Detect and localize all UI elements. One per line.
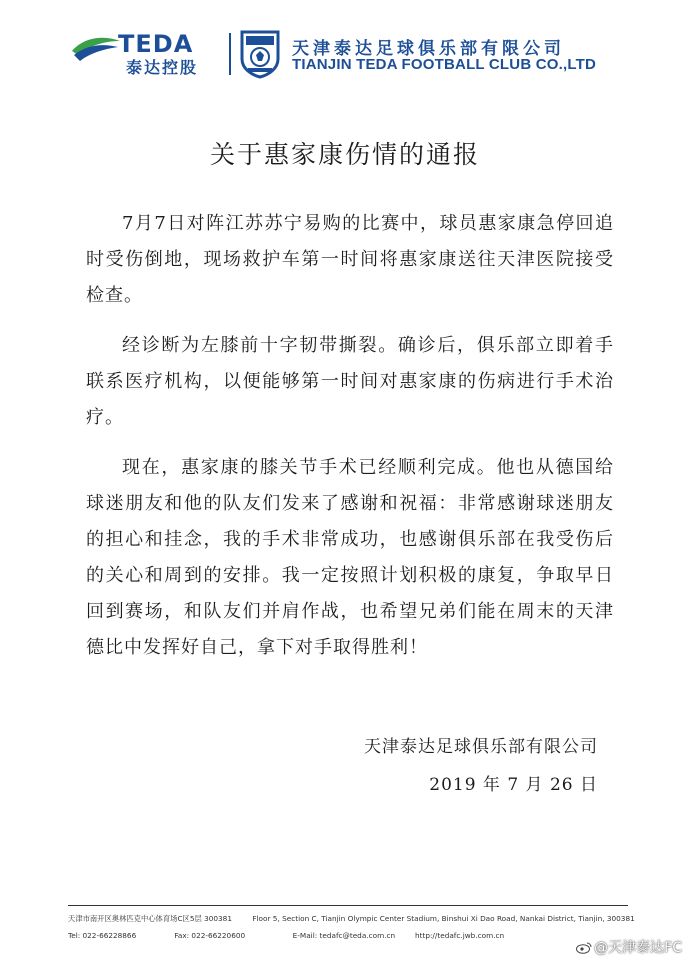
signature-block <box>364 728 598 804</box>
footer-address-en: Floor 5, Section C, Tianjin Olympic Center Stadium, Binshui Xi Dao Road, Nankai District, Tianjin, 300381 <box>252 914 635 923</box>
teda-logo-text: TEDA <box>118 30 194 58</box>
paragraph: 7月7日对阵江苏苏宁易购的比赛中，球员惠家康急停回追时受伤倒地，现场救护车第一时间将惠家康送往天津医院接受检查。 <box>86 213 614 306</box>
footer-email[interactable]: E-Mail: tedafc@teda.com.cn <box>292 931 396 940</box>
watermark-text: @天津泰达FC <box>594 940 682 956</box>
weibo-icon <box>576 941 592 954</box>
footer-address-row <box>68 910 648 927</box>
letterhead-divider <box>229 33 231 75</box>
weibo-watermark <box>576 937 682 957</box>
letterhead <box>0 0 690 100</box>
paragraph: 现在，惠家康的膝关节手术已经顺利完成。他也从德国给球迷朋友和他的队友们发来了感谢和祝福：非常感谢球迷朋友的担心和挂念，我的手术非常成功，也感谢俱乐部在我受伤后的关心和周到的安排。我一定按照计划积极的康复，争取早日回到赛场，和队友们并肩作战，也希望兄弟们能在周末的天津德比中发挥好自己，拿下对手取得胜利！ <box>86 457 614 658</box>
announcement-body <box>86 206 614 680</box>
footer-address-cn: 天津市南开区奥林匹克中心体育场C区5层 300381 <box>68 914 232 923</box>
signature-org: 天津泰达足球俱乐部有限公司 <box>364 737 598 757</box>
footer-divider <box>68 905 628 906</box>
signature-date: 2019 年 7 月 26 日 <box>429 775 598 795</box>
teda-holdings-logo <box>70 30 220 77</box>
club-name-en: TIANJIN TEDA FOOTBALL CLUB CO.,LTD <box>292 56 597 73</box>
teda-leaf-icon <box>70 35 122 65</box>
teda-holdings-name: 泰达控股 <box>126 58 199 77</box>
footer-website[interactable]: http://tedafc.jwb.com.cn <box>414 931 505 940</box>
club-crest-icon <box>238 29 282 79</box>
footer-contact-row <box>68 927 648 944</box>
footer-tel: Tel: 022-66228866 <box>68 931 137 940</box>
club-name-cn: 天津泰达足球俱乐部有限公司 <box>292 39 565 59</box>
page-title: 关于惠家康伤情的通报 <box>209 140 480 169</box>
paragraph: 经诊断为左膝前十字韧带撕裂。确诊后，俱乐部立即着手联系医疗机构，以便能够第一时间对惠家康的伤病进行手术治疗。 <box>86 335 614 428</box>
footer <box>68 910 648 944</box>
footer-fax: Fax: 022-66220600 <box>174 931 246 940</box>
